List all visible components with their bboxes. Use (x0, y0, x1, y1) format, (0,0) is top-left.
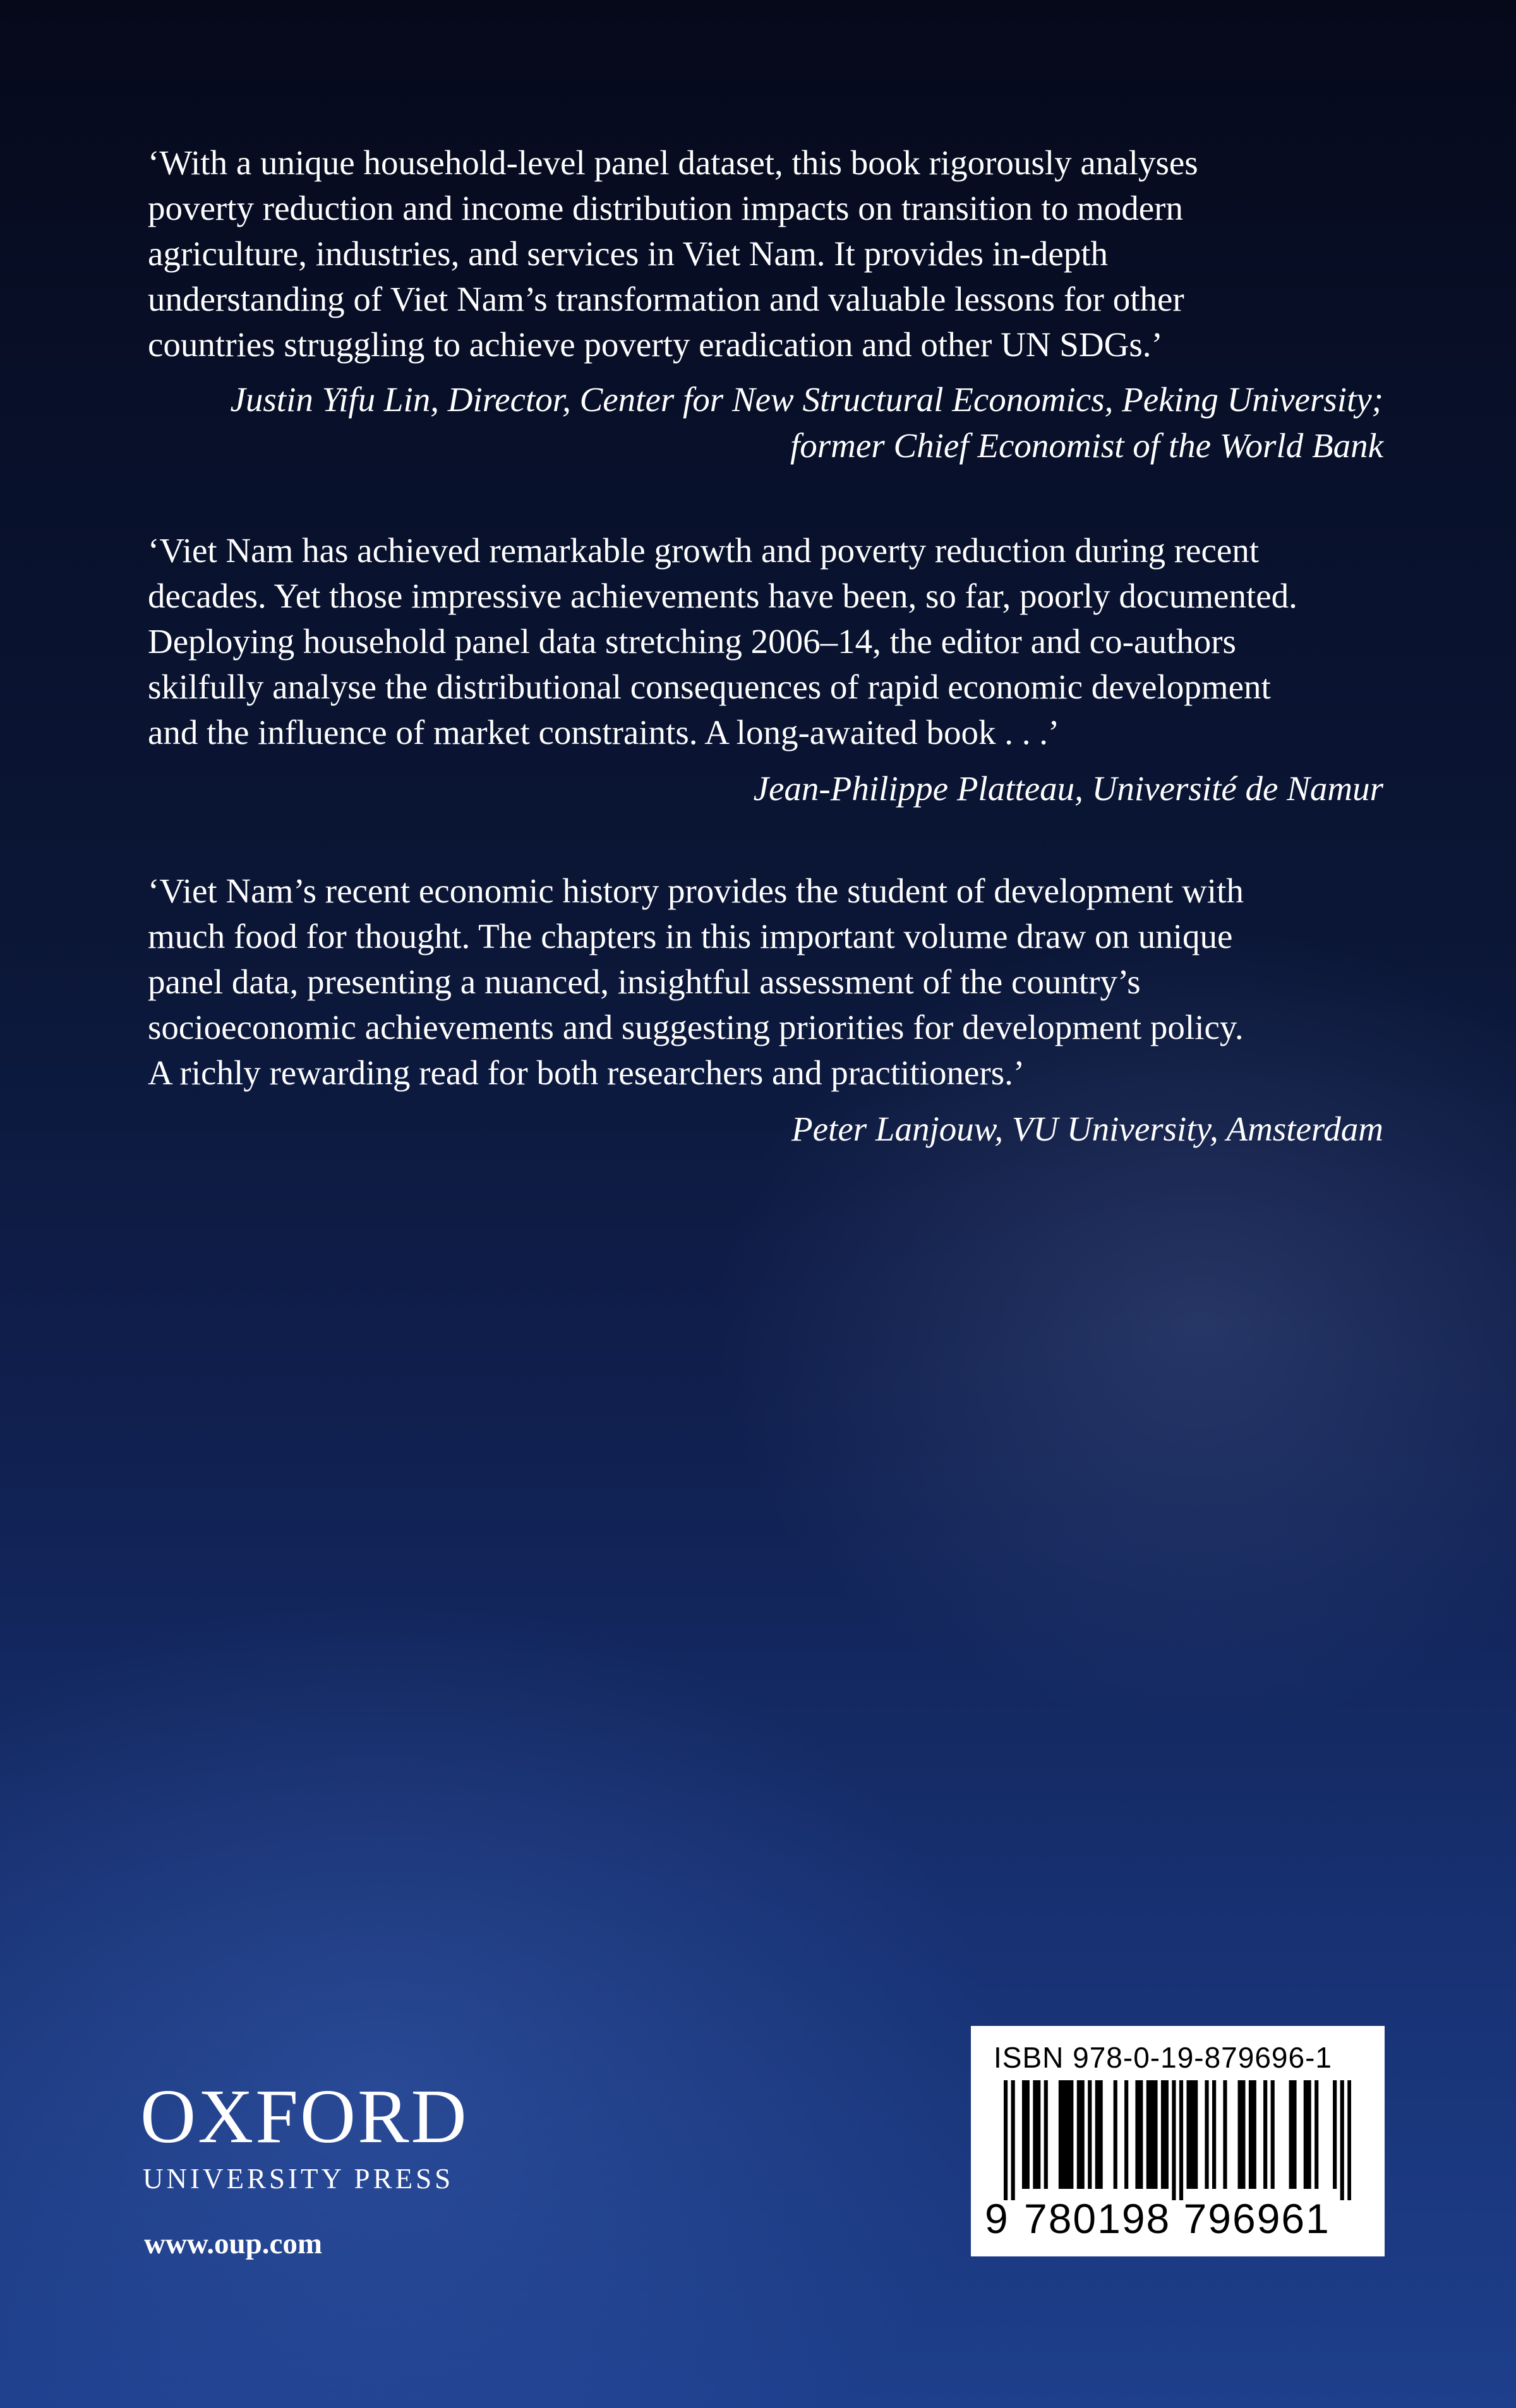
barcode-bar (1271, 2080, 1275, 2189)
barcode-bar (1081, 2080, 1085, 2189)
endorsement-1 (148, 140, 1383, 469)
barcode-icon (1004, 2080, 1351, 2200)
barcode-bar (1026, 2080, 1030, 2189)
barcode-bar (1333, 2080, 1337, 2189)
barcode-bar (1347, 2080, 1351, 2200)
barcode-bar (1062, 2080, 1066, 2189)
endorsement-2 (148, 528, 1383, 812)
publisher-subtitle: UNIVERSITY PRESS (143, 2163, 454, 2195)
barcode-bar (1249, 2080, 1253, 2189)
publisher-logo (140, 2074, 469, 2195)
barcode-bar (1241, 2080, 1245, 2189)
endorsement-quote: ‘Viet Nam’s recent economic history provides the student of development with much food for thought. The chapters in this important volume draw on unique panel data, presenting a nuanced, insightful assessment of the country’s socioeconomic achievements and suggesting priorities for development policy. A richly rewarding read for both researchers and practitioners.’ (148, 872, 1244, 1092)
endorsement-quote: ‘With a unique household-level panel dataset, this book rigorously analyses poverty reduction and income distribution impacts on transition to modern agriculture, industries, and services in Viet Nam. It provides in-depth understanding of Viet Nam’s transformation and valuable lessons for other countries struggling to achieve poverty eradication and other UN SDGs.’ (148, 143, 1198, 364)
barcode-bar (1292, 2080, 1296, 2189)
ean-first-digit: 9 (985, 2195, 1008, 2242)
barcode-bar (1212, 2080, 1216, 2189)
barcode-bar (1099, 2080, 1103, 2189)
barcode-bar (1150, 2080, 1154, 2189)
barcode-bar (1153, 2080, 1157, 2189)
isbn-label: ISBN 978-0-19-879696-1 (994, 2041, 1332, 2074)
barcode-bar (1044, 2080, 1048, 2189)
endorsement-attribution: Jean-Philippe Platteau, Université de Namur (753, 769, 1383, 808)
barcode-bar (1308, 2080, 1311, 2189)
barcode-bar (1172, 2080, 1176, 2200)
publisher-website: www.oup.com (144, 2227, 323, 2260)
barcode-bar (1289, 2080, 1293, 2189)
barcode-bar (1139, 2080, 1143, 2189)
barcode-bar (1238, 2080, 1242, 2189)
barcode-bar (1077, 2080, 1081, 2189)
barcode-bar (1165, 2080, 1169, 2189)
barcode-bar (1186, 2080, 1190, 2189)
barcode-bar (1037, 2080, 1040, 2189)
barcode-bar (1146, 2080, 1150, 2189)
endorsement-attribution: Peter Lanjouw, VU University, Amsterdam (791, 1110, 1383, 1148)
barcode-bar (1194, 2080, 1198, 2189)
barcode-bar (1253, 2080, 1256, 2189)
isbn-barcode-panel (971, 2026, 1385, 2256)
barcode-bar (1095, 2080, 1099, 2189)
barcode-bar (1263, 2080, 1267, 2189)
barcode-bar (1179, 2080, 1183, 2200)
barcode-bar (1304, 2080, 1308, 2189)
barcode-bar (1088, 2080, 1092, 2189)
endorsement-attribution: Justin Yifu Lin, Director, Center for New Structural Economics, Peking University; former Chief Economist of the World Bank (230, 380, 1383, 465)
barcode-bar (1205, 2080, 1208, 2189)
barcode-bar (1135, 2080, 1139, 2189)
barcode-bar (1011, 2080, 1015, 2200)
barcode-bar (1069, 2080, 1073, 2189)
barcode-bar (1059, 2080, 1062, 2189)
barcode-bar (1033, 2080, 1037, 2189)
barcode-bar (1340, 2080, 1344, 2200)
barcode-bar (1314, 2080, 1318, 2189)
barcode-bar (1114, 2080, 1117, 2189)
endorsement-quote: ‘Viet Nam has achieved remarkable growth and poverty reduction during recent decades. Yet those impressive achievements have been, so far, poorly documented. Deploying household panel data stretching 2006–14, the editor and co-authors skilfully analyse the distributional consequences of rapid economic development and the influence of market constraints. A long-awaited book . . .’ (148, 531, 1297, 752)
barcode-bar (1004, 2080, 1008, 2200)
barcode-bar (1124, 2080, 1128, 2189)
barcode-bar (1022, 2080, 1026, 2189)
barcode-bar (1161, 2080, 1165, 2189)
publisher-name: OXFORD (140, 2074, 469, 2159)
barcode-bar (1066, 2080, 1069, 2189)
ean-digits: 780198 796961 (1024, 2195, 1330, 2242)
barcode-bar (1190, 2080, 1194, 2189)
endorsement-3 (148, 868, 1383, 1152)
barcode-bar (1223, 2080, 1227, 2189)
